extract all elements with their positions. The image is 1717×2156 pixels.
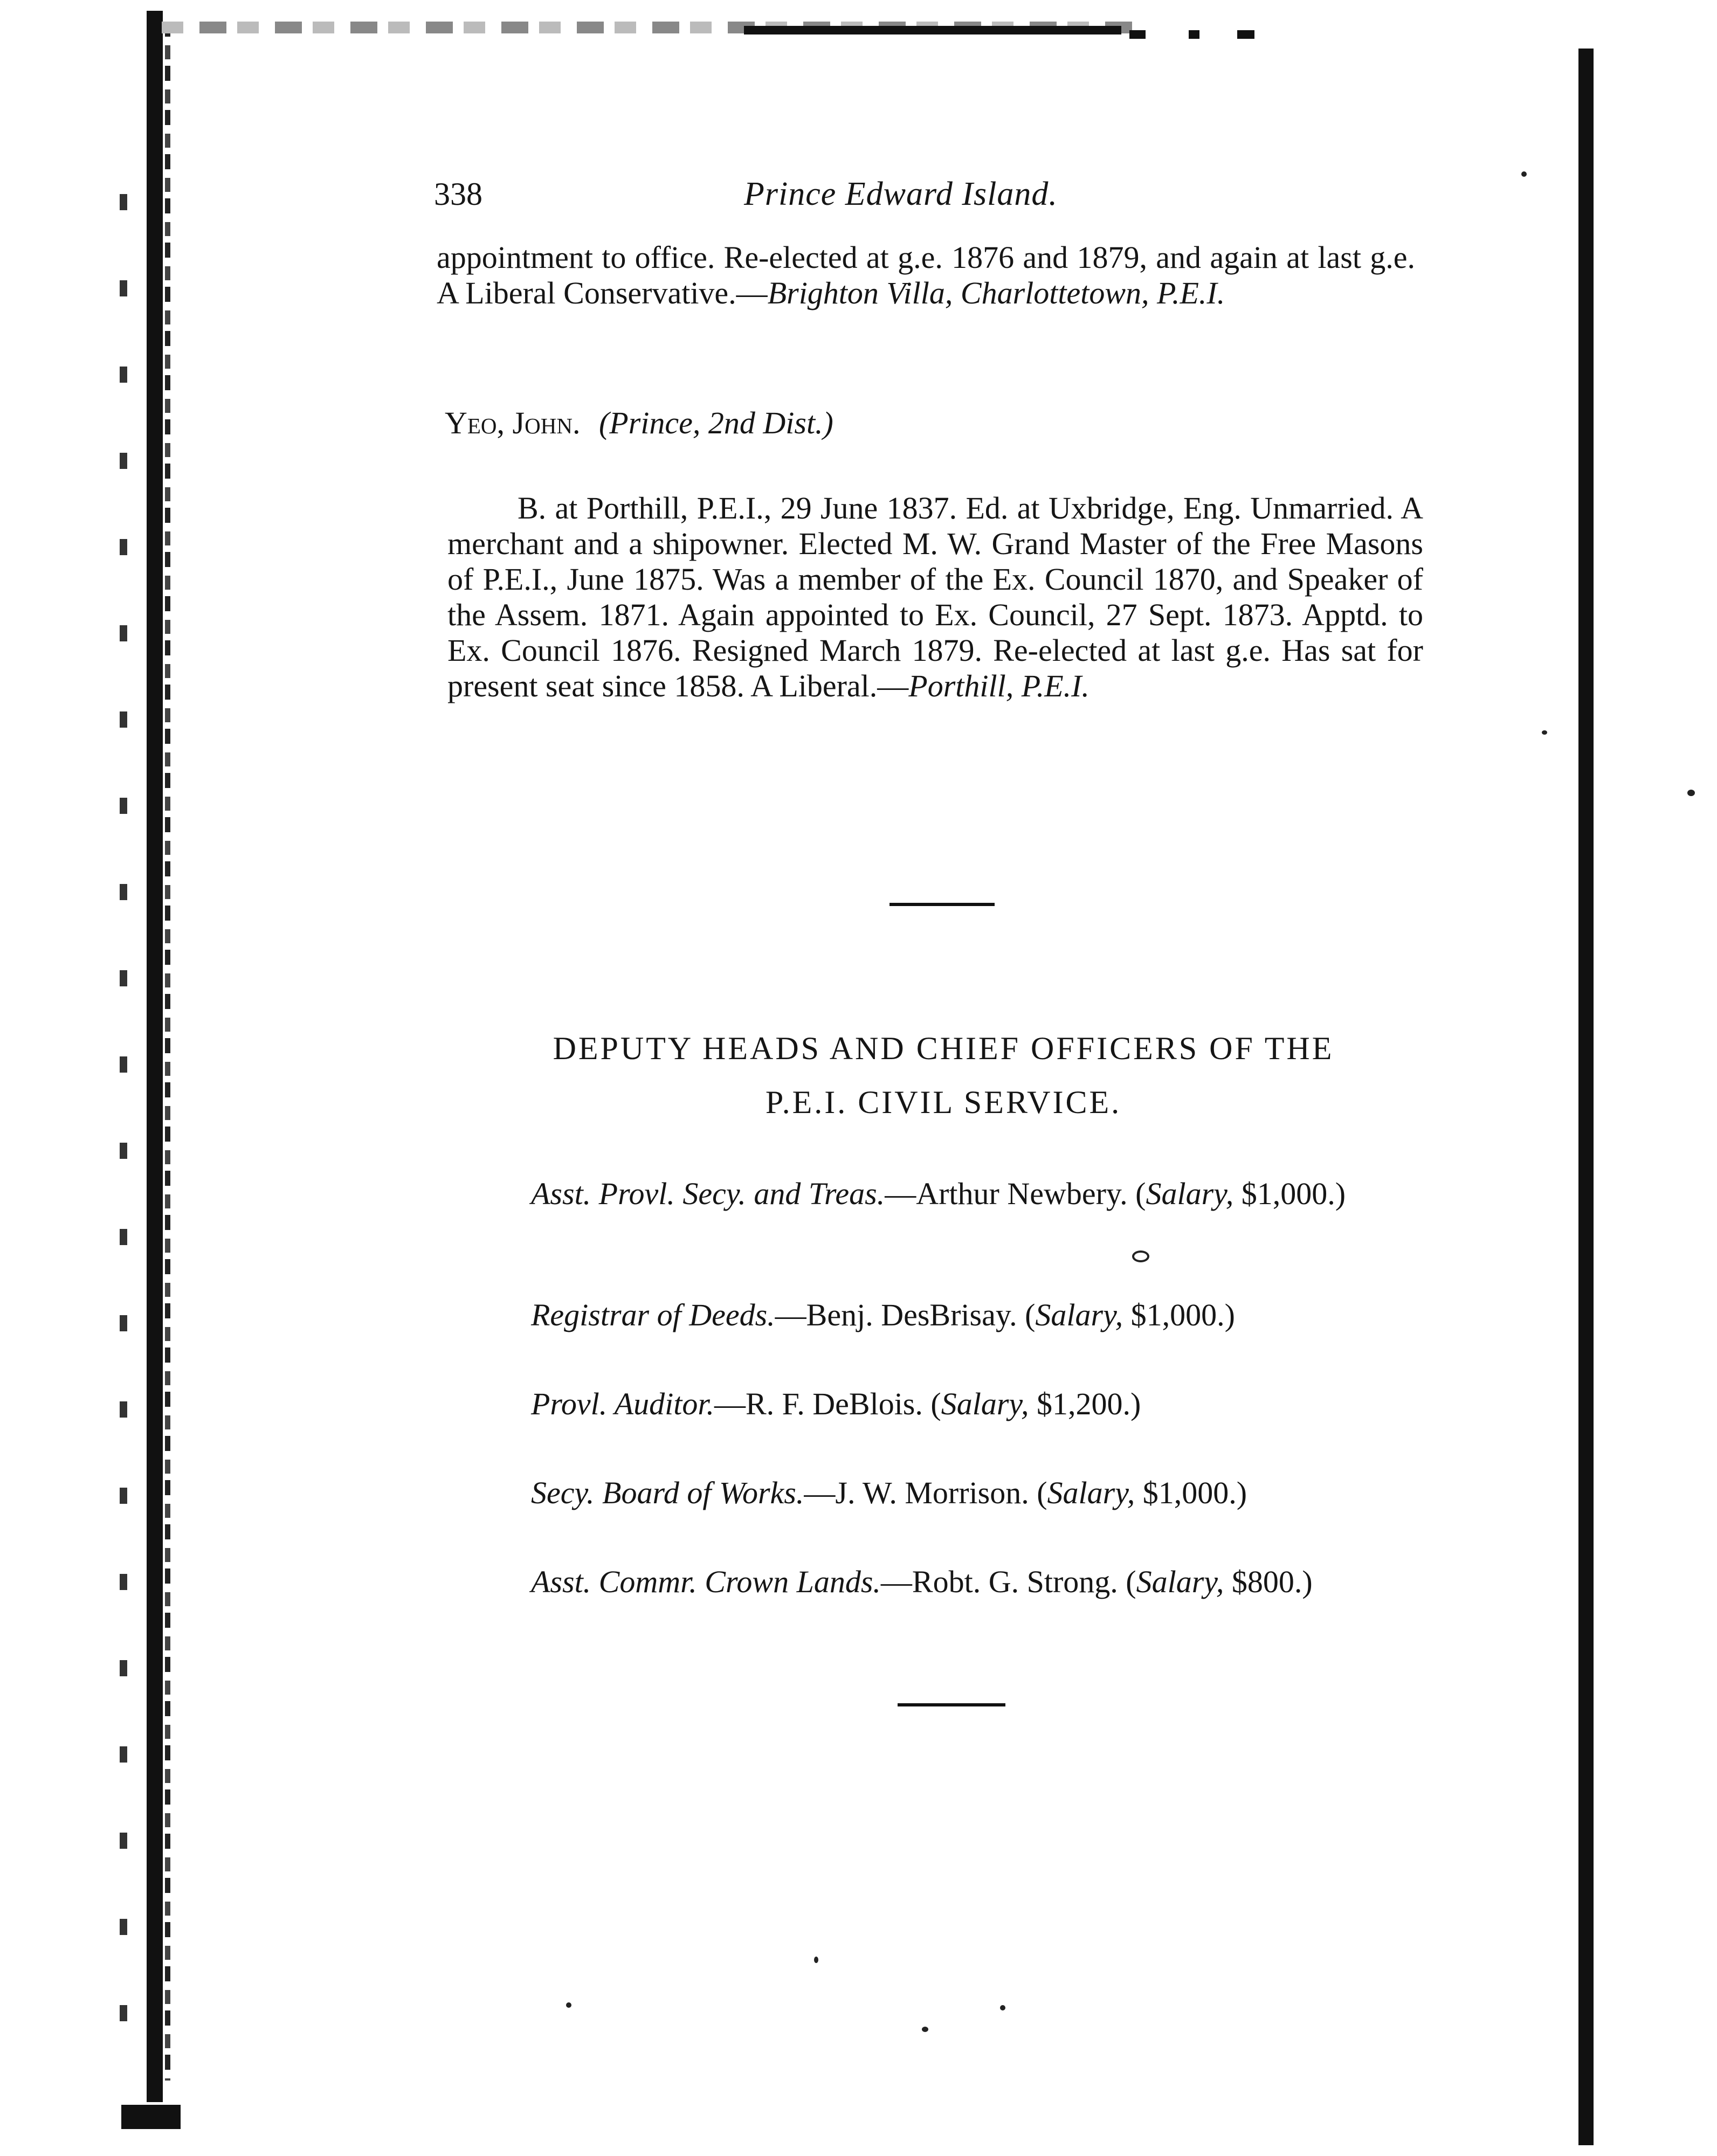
continued-entry xyxy=(437,240,1415,311)
section-divider xyxy=(889,903,995,906)
entry-heading: Yeo, John. (Prince, 2nd Dist.) xyxy=(445,405,833,440)
officer-salary: $1,000.) xyxy=(1142,1475,1247,1510)
page-number: 338 xyxy=(434,176,482,212)
scan-speck xyxy=(1000,2005,1005,2010)
page-binding-texture xyxy=(165,22,170,2081)
officer-salary: $800.) xyxy=(1231,1564,1313,1599)
officer-office: Asst. Commr. Crown Lands. xyxy=(531,1564,881,1599)
continued-entry-text: appointment to office. Re-elected at g.e. 1876 and 1879, and again at last g.e. A Liberal Conservative.— xyxy=(437,240,1415,310)
entry-constituency: (Prince, 2nd Dist.) xyxy=(598,405,833,440)
officer-office: Asst. Provl. Secy. and Treas. xyxy=(531,1176,885,1211)
running-head xyxy=(0,172,1717,216)
officer-entry: Registrar of Deeds.—Benj. DesBrisay. (Salary, $1,000.) xyxy=(531,1297,1235,1332)
officer-entry: Asst. Commr. Crown Lands.—Robt. G. Strong. (Salary, $800.) xyxy=(531,1564,1313,1599)
salary-label: Salary, xyxy=(1146,1176,1234,1211)
scan-speck xyxy=(566,2002,571,2008)
entry-biography xyxy=(447,490,1423,704)
scan-speck xyxy=(1132,1250,1149,1262)
page-right-edge xyxy=(1578,49,1594,2145)
officer-name: Robt. G. Strong. xyxy=(912,1564,1118,1599)
section-heading xyxy=(456,1021,1431,1129)
officer-entry: Asst. Provl. Secy. and Treas.—Arthur Newbery. (Salary, $1,000.) xyxy=(531,1176,1346,1211)
scan-shadow xyxy=(120,162,127,2048)
officer-office: Registrar of Deeds. xyxy=(531,1297,775,1332)
officer-name: J. W. Morrison. xyxy=(835,1475,1029,1510)
officer-salary: $1,000.) xyxy=(1130,1297,1235,1332)
entry-address: Porthill, P.E.I. xyxy=(908,668,1089,703)
section-heading-line2: P.E.I. CIVIL SERVICE. xyxy=(765,1084,1122,1120)
salary-label: Salary, xyxy=(1035,1297,1123,1332)
officer-office: Secy. Board of Works. xyxy=(531,1475,804,1510)
officer-name: Arthur Newbery. xyxy=(916,1176,1128,1211)
closing-divider xyxy=(898,1703,1005,1706)
running-title: Prince Edward Island. xyxy=(744,176,1058,212)
section-heading-line1: DEPUTY HEADS AND CHIEF OFFICERS OF THE xyxy=(553,1031,1334,1066)
page-binding-edge xyxy=(147,11,163,2102)
scan-top-dash xyxy=(1129,30,1146,39)
officer-name: R. F. DeBlois. xyxy=(745,1386,923,1421)
scan-speck xyxy=(1687,790,1695,796)
scan-corner-mark xyxy=(121,2105,181,2129)
officer-entry: Provl. Auditor.—R. F. DeBlois. (Salary, $1,200.) xyxy=(531,1386,1141,1421)
entry-given-name: John. xyxy=(512,405,581,440)
entry-bio-text: B. at Porthill, P.E.I., 29 June 1837. Ed. at Uxbridge, Eng. Unmarried. A merchant and a shipowner. Elected M. W. Grand Master of the Free Masons of P.E.I., June 1875. Was a member of the Ex. Council 1870, and Speaker of the Assem. 1871. Again appointed to Ex. Council, 27 Sept. 1873. Apptd. to Ex. Council 1876. Resigned March 1879. Re-elected at last g.e. Has sat for present seat since 1858. A Liberal.— xyxy=(447,490,1423,703)
scan-speck xyxy=(1542,730,1547,735)
continued-entry-address: Brighton Villa, Charlottetown, P.E.I. xyxy=(767,275,1225,310)
officer-salary: $1,200.) xyxy=(1036,1386,1141,1421)
scan-top-dash xyxy=(1189,30,1199,39)
officer-office: Provl. Auditor. xyxy=(531,1386,714,1421)
scan-top-bar xyxy=(744,26,1121,34)
salary-label: Salary, xyxy=(1136,1564,1224,1599)
scan-speck xyxy=(814,1957,818,1963)
officer-name: Benj. DesBrisay. xyxy=(806,1297,1017,1332)
scan-speck xyxy=(922,2027,928,2032)
salary-label: Salary, xyxy=(1047,1475,1135,1510)
salary-label: Salary, xyxy=(941,1386,1029,1421)
officer-salary: $1,000.) xyxy=(1241,1176,1346,1211)
entry-surname: Yeo xyxy=(445,405,497,440)
officer-entry: Secy. Board of Works.—J. W. Morrison. (Salary, $1,000.) xyxy=(531,1475,1247,1510)
scan-top-dash xyxy=(1237,30,1254,39)
